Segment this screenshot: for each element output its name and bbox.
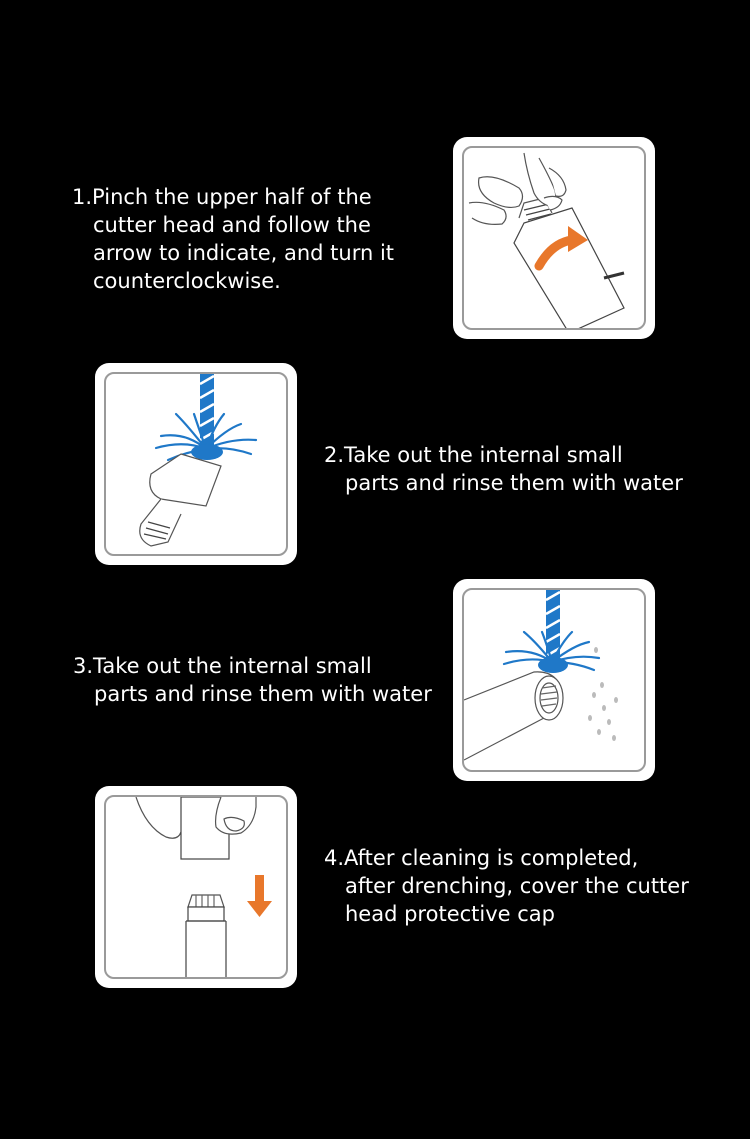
cap-covering-cutter-head-illustration xyxy=(106,797,286,977)
step-4-text: 4.After cleaning is completed, after drenching, cover the cutter head protective cap xyxy=(324,846,689,926)
water-rinsing-parts-illustration xyxy=(106,374,286,554)
step-3-illustration-card xyxy=(453,579,655,781)
step-3-text: 3.Take out the internal small parts and rinse them with water xyxy=(73,654,432,706)
step-2-illustration-card xyxy=(95,363,297,565)
water-rinsing-head-illustration xyxy=(464,590,644,770)
step-1-illustration-card xyxy=(453,137,655,339)
step-1-text: 1.Pinch the upper half of the cutter head and follow the arrow to indicate, and turn it counterclockwise. xyxy=(72,185,395,293)
hand-turning-cutter-head-illustration xyxy=(464,148,644,328)
step-4-illustration-card xyxy=(95,786,297,988)
step-2-text: 2.Take out the internal small parts and rinse them with water xyxy=(324,443,683,495)
